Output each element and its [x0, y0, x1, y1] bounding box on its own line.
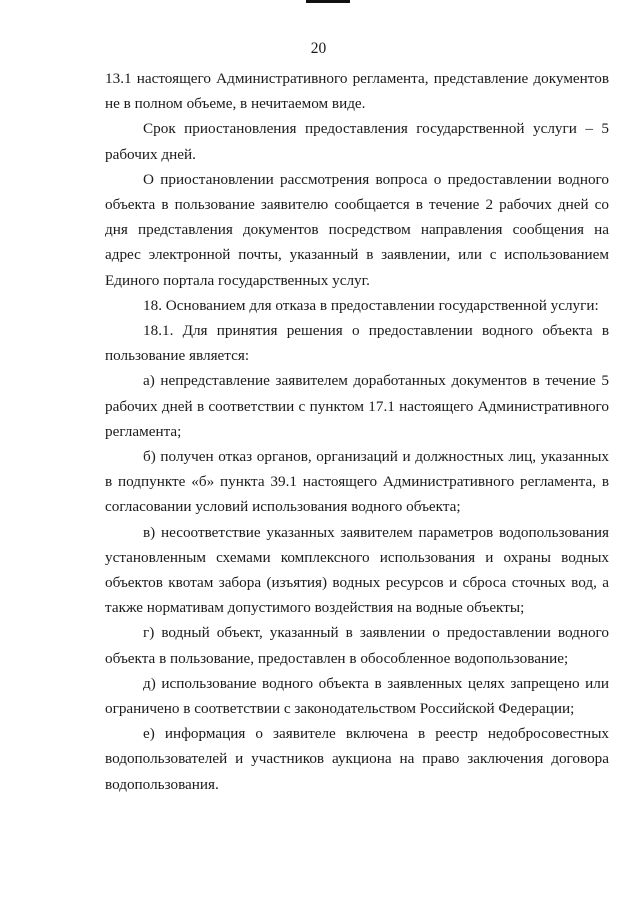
paragraph-refusal-grounds: 18. Основанием для отказа в предоставлении государственной услуги:: [143, 296, 599, 314]
list-item-v: в) несоответствие указанных заявителем параметров водопользования установленным схемами комплексного использования и охраны водных объектов квотам забора (изъятия) водных ресурсов и сброса сточных вод, а также нормативам допустимого воздействия на водные объекты;: [105, 523, 609, 617]
paragraph-continuation: 13.1 настоящего Административного регламента, представление документов не в полном объеме, в нечитаемом виде.: [105, 70, 609, 113]
scan-edge-mark: [306, 0, 350, 3]
list-item-b: б) получен отказ органов, организаций и должностных лиц, указанных в подпункте «б» пункта 39.1 настоящего Административного регламента, в согласовании условий использования водного объекта;: [105, 448, 609, 516]
page-number: 20: [310, 40, 327, 57]
document-body: [105, 66, 609, 797]
list-item-a: а) непредставление заявителем доработанных документов в течение 5 рабочих дней в соответствии с пунктом 17.1 настоящего Административного регламента;: [105, 372, 609, 440]
list-item-d: д) использование водного объекта в заявленных целях запрещено или ограничено в соответствии с законодательством Российской Федерации;: [105, 674, 609, 718]
paragraph-suspension-term: Срок приостановления предоставления государственной услуги – 5 рабочих дней.: [105, 120, 609, 163]
list-item-e: е) информация о заявителе включена в реестр недобросовестных водопользователей и участников аукциона на право заключения договора водопользования.: [105, 725, 609, 793]
paragraph-18-1: 18.1. Для принятия решения о предоставлении водного объекта в пользование является:: [105, 322, 609, 365]
paragraph-suspension-notice: О приостановлении рассмотрения вопроса о предоставлении водного объекта в пользование заявителю сообщается в течение 2 рабочих дней со дня представления документов посредством направления сообщения на адрес электронной почты, указанный в заявлении, или с использованием Единого портала государственных услуг.: [105, 170, 609, 289]
list-item-g: г) водный объект, указанный в заявлении о предоставлении водного объекта в пользование, предоставлен в обособленное водопользование;: [105, 624, 609, 667]
